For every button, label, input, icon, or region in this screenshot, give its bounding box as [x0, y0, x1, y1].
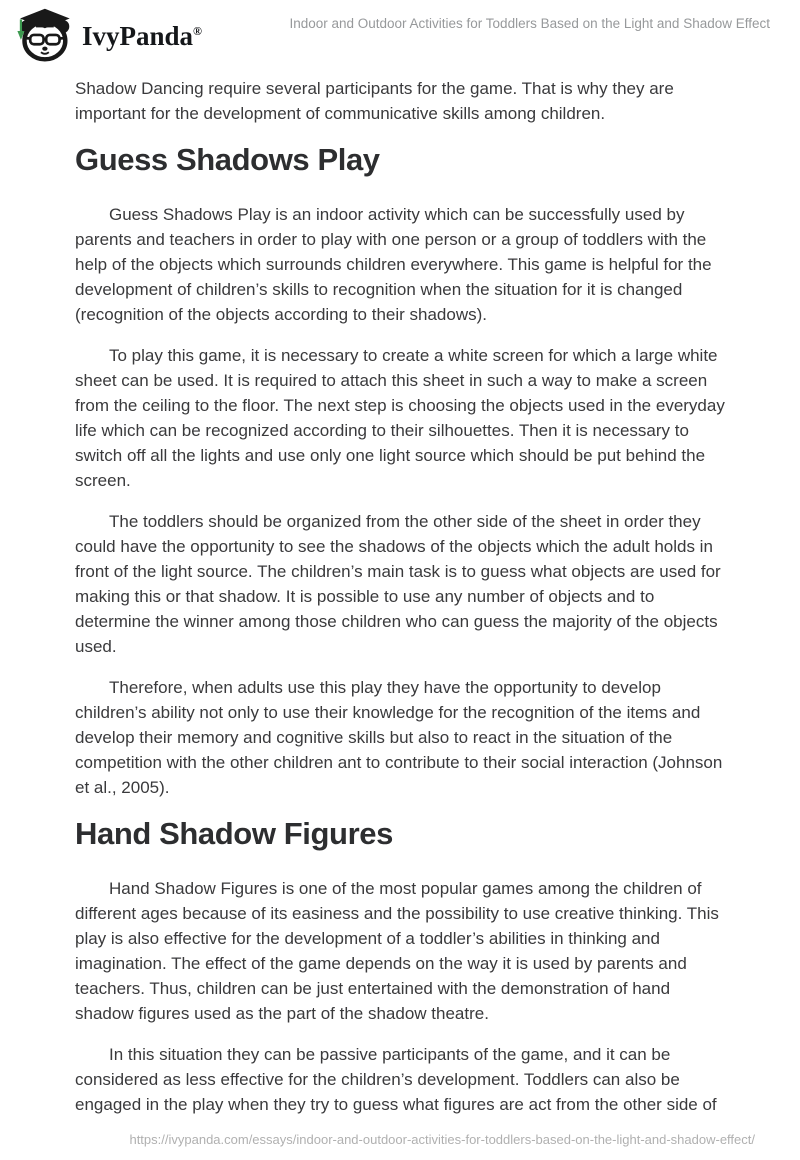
registered-mark: ® — [193, 24, 203, 38]
paragraph: In this situation they can be passive participants of the game, and it can be considered as less effective for the children’s development. Toddlers can also be engaged in the play when they try to guess what figures are act from the other side of — [75, 1045, 717, 1114]
essay-content — [75, 76, 725, 1117]
ivypanda-logo-icon — [14, 7, 74, 62]
paragraph: The toddlers should be organized from the other side of the sheet in order they could have the opportunity to see the shadows of the objects which the adult holds in front of the light source. The children’s main task is to guess what objects are used for making this or that shadow. It is possible to use any number of objects and to determine the winner among those children who can guess the majority of the objects used. — [75, 512, 721, 656]
footer-url: https://ivypanda.com/essays/indoor-and-outdoor-activities-for-toddlers-based-on-the-light-and-shadow-effect/ — [129, 1132, 755, 1147]
paragraph: Therefore, when adults use this play they have the opportunity to develop children’s ability not only to use their knowledge for the recognition of the items and develop their memory and cognitive skills but also to react in the situation of the competition with the other children ant to contribute to their social interaction (Johnson et al., 2005). — [75, 678, 723, 797]
page-header — [0, 0, 800, 60]
paragraph: Hand Shadow Figures is one of the most popular games among the children of different ages because of its easiness and the possibility to use creative thinking. This play is also effective for the development of a toddler’s abilities in thinking and imagination. The effect of the game depends on the way it is used by parents and teachers. Thus, children can be just entertained with the demonstration of hand shadow figures used as the part of the shadow theatre. — [75, 879, 719, 1023]
section-heading-guess-shadows-play: Guess Shadows Play — [75, 142, 380, 177]
doc-title: Indoor and Outdoor Activities for Toddlers Based on the Light and Shadow Effect — [289, 16, 770, 31]
paragraph: To play this game, it is necessary to create a white screen for which a large white sheet can be used. It is required to attach this sheet in such a way to make a screen from the ceiling to the floor. The next step is choosing the objects used in the everyday life which can be recognized according to their silhouettes. Then it is necessary to switch off all the lights and use only one light source which should be put behind the screen. — [75, 346, 725, 490]
page-footer — [0, 1132, 755, 1147]
paragraph-intro: Shadow Dancing require several participants for the game. That is why they are important for the development of communicative skills among children. — [75, 79, 674, 123]
paragraph: Guess Shadows Play is an indoor activity which can be successfully used by parents and teachers in order to play with one person or a group of toddlers with the help of the objects which surrounds children everywhere. This game is helpful for the development of children’s skills to recognition when the situation for it is changed (recognition of the objects according to their shadows). — [75, 205, 712, 324]
brand-name: IvyPanda® — [82, 21, 203, 51]
brand — [14, 4, 202, 64]
section-heading-hand-shadow-figures: Hand Shadow Figures — [75, 816, 393, 851]
